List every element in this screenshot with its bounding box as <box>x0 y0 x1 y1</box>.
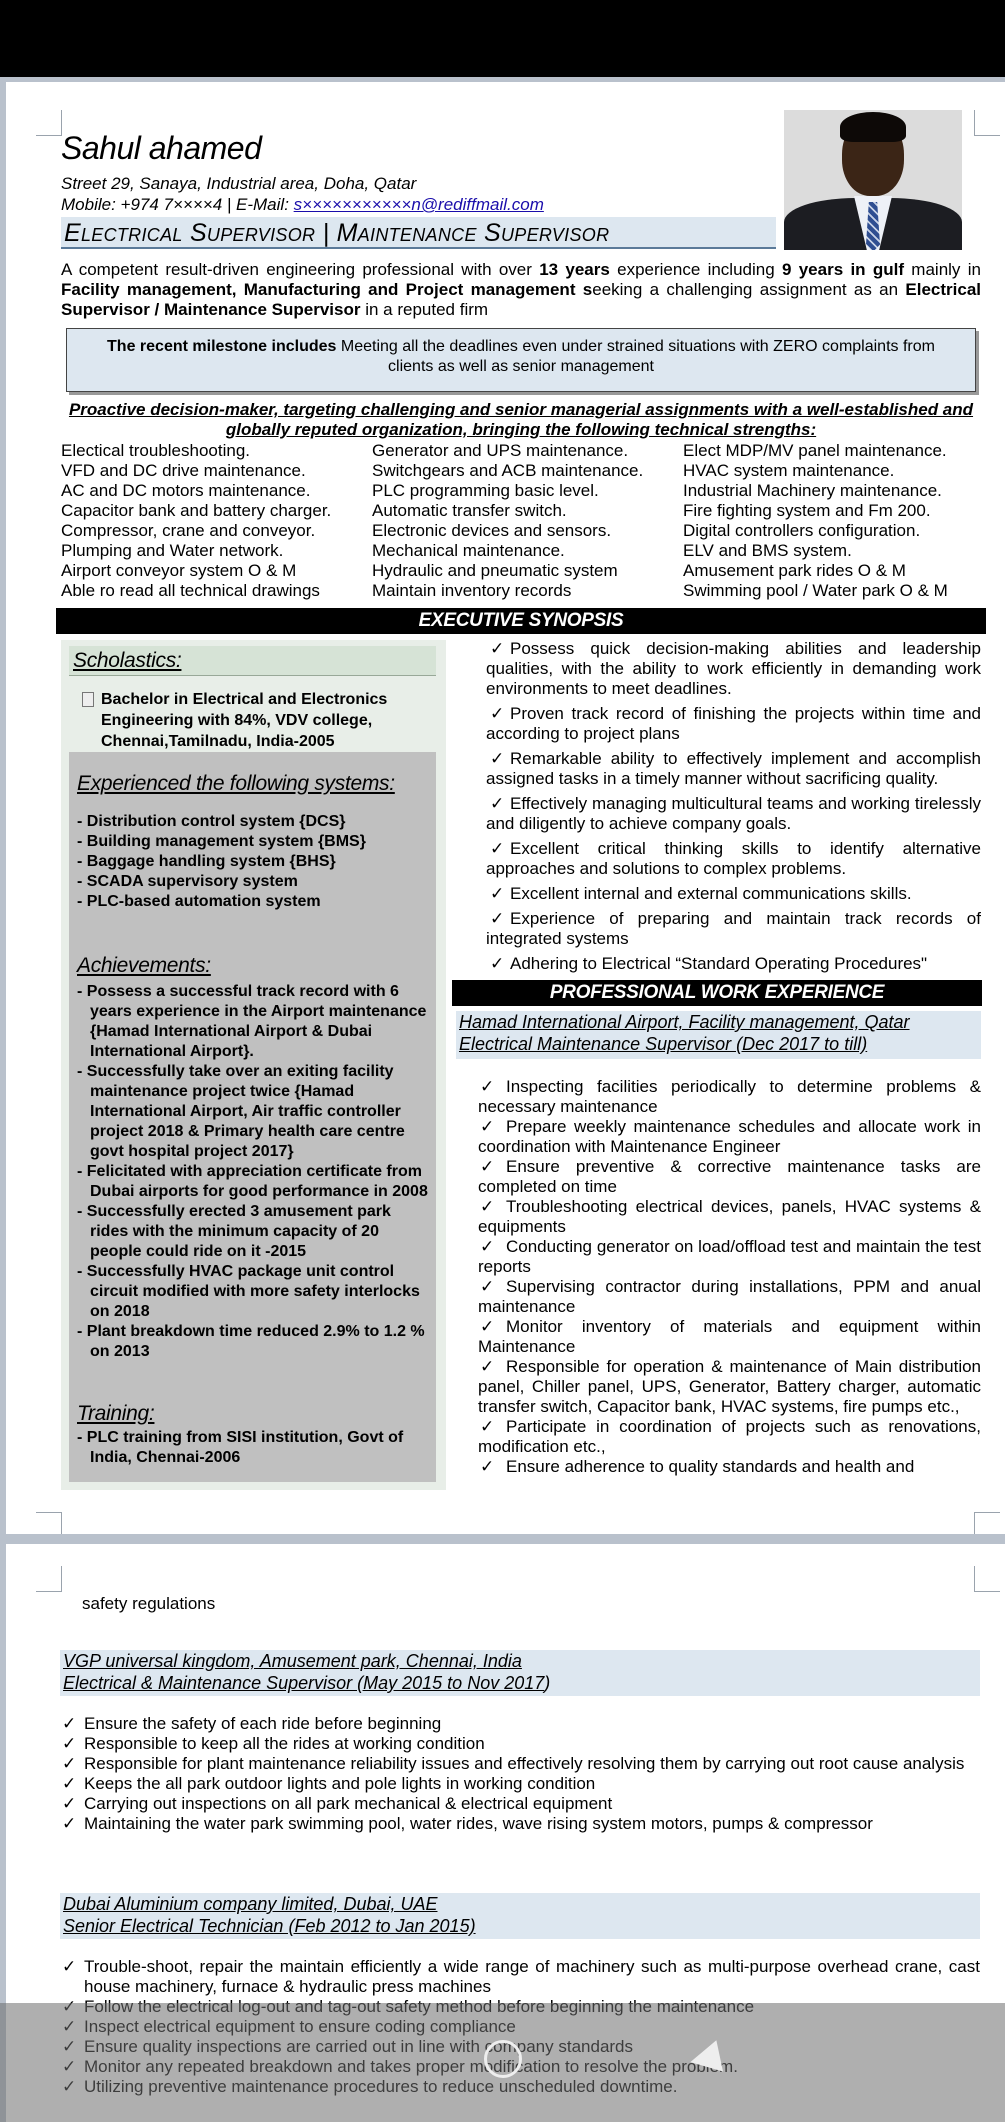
executive-synopsis-banner: EXECUTIVE SYNOPSIS <box>56 608 986 634</box>
resume-page-1 <box>6 82 1005 1534</box>
skill-item: Capacitor bank and battery charger. <box>61 501 332 520</box>
back-button-icon[interactable] <box>687 2040 723 2078</box>
achievements-list <box>77 982 432 1362</box>
mobile-text: Mobile: +974 7××××4 | E-Mail: <box>61 195 294 214</box>
synopsis-item: ✓ Effectively managing multicultural teams and working tirelessly and diligently to achieve company goals. <box>486 794 981 833</box>
skill-item: Amusement park rides O & M <box>683 561 906 580</box>
continued-duty: safety regulations <box>82 1594 216 1613</box>
hamad-duties-list <box>478 1077 981 1477</box>
system-item: - SCADA supervisory system <box>77 872 432 892</box>
job-title-bar: Electrical Supervisor | Maintenance Supervisor <box>61 217 776 249</box>
candidate-name: Sahul ahamed <box>61 130 262 166</box>
skill-item: VFD and DC drive maintenance. <box>61 461 306 480</box>
degree-entry: Bachelor in Electrical and Electronics Engineering with 84%, VDV college, Chennai,Tamilnadu, India-2005 <box>79 689 429 752</box>
duty-item: ✓ Inspecting facilities periodically to determine problems & necessary maintenance <box>478 1077 981 1116</box>
checkmark-icon: ✓ <box>490 909 505 928</box>
checkmark-icon: ✓ <box>490 794 505 813</box>
email-link[interactable]: s×××××××××××n@rediffmail.com <box>293 195 544 214</box>
checkmark-icon: ✓ <box>62 1814 77 1833</box>
achievement-item: - Felicitated with appreciation certificate from Dubai airports for good performance in 2008 <box>77 1162 432 1202</box>
scholastics-heading: Scholastics: <box>69 646 436 676</box>
duty-item: ✓ Participate in coordination of projects such as renovations, modification etc., <box>478 1417 981 1456</box>
margin-corner-mark <box>974 1512 1000 1534</box>
achievement-item: - Possess a successful track record with 6 years experience in the Airport maintenance {Hamad International Airport & Dubai International Airport}. <box>77 982 432 1062</box>
skill-item: Swimming pool / Water park O & M <box>683 581 948 600</box>
checkmark-icon: ✓ <box>62 1794 77 1813</box>
duty-item: ✓ Supervising contractor during installations, PPM and anual maintenance <box>478 1277 981 1316</box>
system-item: - Baggage handling system {BHS} <box>77 852 432 872</box>
duty-item: ✓ Responsible for operation & maintenance of Main distribution panel, Chiller panel, UPS, Generator, Battery charger, automatic transfer switch, Capacitor bank, HVAC systems, fire pumps etc., <box>478 1357 981 1416</box>
checkmark-icon: ✓ <box>62 1774 77 1793</box>
margin-corner-mark <box>974 1566 1000 1592</box>
skill-item: PLC programming basic level. <box>372 481 599 500</box>
system-item: - PLC-based automation system <box>77 892 432 912</box>
checkmark-icon: ✓ <box>62 1734 77 1753</box>
margin-corner-mark <box>36 1512 62 1534</box>
synopsis-item: ✓ Possess quick decision-making abilities and leadership qualities, with the ability to work efficiently in demanding work environments to meet deadlines. <box>486 639 981 698</box>
profile-summary: A competent result-driven engineering professional with over 13 years experience including 9 years in gulf mainly in Facility management, Manufacturing and Project management seeking a challenging assignment as an Electrical Supervisor / Maintenance Supervisor in a reputed firm <box>61 260 981 319</box>
achievement-item: - Plant breakdown time reduced 2.9% to 1.2 % on 2013 <box>77 1322 432 1362</box>
job-header-vgp: VGP universal kingdom, Amusement park, Chennai, India Electrical & Maintenance Supervisor (May 2015 to Nov 2017) <box>60 1650 980 1696</box>
duty-item: ✓ Maintaining the water park swimming pool, water rides, wave rising system motors, pumps & compressor <box>62 1814 873 1833</box>
checkmark-icon: ✓ <box>490 704 505 723</box>
duty-item: ✓ Trouble-shoot, repair the maintain efficiently a wide range of machinery such as multi-purpose overhead crane, cast house machinery, furnace & hydraulic press machines <box>62 1957 980 1996</box>
checkmark-icon: ✓ <box>480 1457 495 1476</box>
checkmark-icon: ✓ <box>62 1957 77 1976</box>
synopsis-list <box>486 639 981 979</box>
duty-item: ✓ Ensure adherence to quality standards and health and <box>480 1457 915 1476</box>
duty-item: ✓ Keeps the all park outdoor lights and pole lights in working condition <box>62 1774 596 1793</box>
skill-item: Compressor, crane and conveyor. <box>61 521 316 540</box>
synopsis-item: ✓ Remarkable ability to effectively implement and accomplish assigned tasks in a timely manner without sacrificing quality. <box>486 749 981 788</box>
contact-line <box>61 195 544 215</box>
skill-item: Fire fighting system and Fm 200. <box>683 501 931 520</box>
professional-experience-banner: PROFESSIONAL WORK EXPERIENCE <box>452 980 982 1006</box>
skill-item: HVAC system maintenance. <box>683 461 895 480</box>
margin-corner-mark <box>974 110 1000 136</box>
synopsis-item: ✓ Proven track record of finishing the projects within time and according to project plans <box>486 704 981 743</box>
checkmark-icon: ✓ <box>480 1197 495 1216</box>
company-name: VGP universal kingdom, Amusement park, Chennai, India <box>63 1651 522 1671</box>
duty-item: ✓ Responsible to keep all the rides at working condition <box>62 1734 485 1753</box>
achievements-heading: Achievements: <box>77 954 211 977</box>
skill-item: Electical troubleshooting. <box>61 441 251 460</box>
skill-item: Electronic devices and sensors. <box>372 521 612 540</box>
checkmark-icon: ✓ <box>480 1237 495 1256</box>
skill-item: Maintain inventory records <box>372 581 572 600</box>
synopsis-item: ✓ Adhering to Electrical “Standard Operating Procedures" <box>486 954 981 974</box>
skill-item: Digital controllers configuration. <box>683 521 921 540</box>
training-heading: Training: <box>77 1402 155 1425</box>
duty-item: ✓ Carrying out inspections on all park mechanical & electrical equipment <box>62 1794 613 1813</box>
training-item: - PLC training from SISI institution, Govt of India, Chennai-2006 <box>77 1428 432 1468</box>
system-item: - Distribution control system {DCS} <box>77 812 432 832</box>
milestone-box: The recent milestone includes Meeting all the deadlines even under strained situations with ZERO complaints from clients as well as senior management <box>66 328 976 392</box>
checkmark-icon: ✓ <box>480 1157 495 1176</box>
achievement-item: - Successfully HVAC package unit control circuit modified with more safety interlocks on 2018 <box>77 1262 432 1322</box>
job-role: Senior Electrical Technician (Feb 2012 to Jan 2015) <box>63 1916 476 1936</box>
skill-item: Hydraulic and pneumatic system <box>372 561 618 580</box>
achievement-item: - Successfully take over an exiting facility maintenance project twice {Hamad International Airport, Air traffic controller project 2018 & Primary health care centre govt hospital project 2017} <box>77 1062 432 1162</box>
vgp-duties-list <box>62 1714 980 1834</box>
training-list <box>77 1428 432 1468</box>
duty-item: ✓ Monitor inventory of materials and equipment within Maintenance <box>478 1317 981 1356</box>
duty-item: ✓ Conducting generator on load/offload test and maintain the test reports <box>478 1237 981 1276</box>
duty-item: ✓ Ensure the safety of each ride before beginning <box>62 1714 442 1733</box>
systems-heading: Experienced the following systems: <box>77 772 395 795</box>
checkmark-icon: ✓ <box>62 1714 77 1733</box>
skill-item: Plumping and Water network. <box>61 541 284 560</box>
company-name: Dubai Aluminium company limited, Dubai, UAE <box>63 1894 438 1914</box>
checkmark-icon: ✓ <box>490 839 505 858</box>
skill-item: Automatic transfer switch. <box>372 501 567 520</box>
checkmark-icon: ✓ <box>480 1357 495 1376</box>
duty-item: ✓ Ensure preventive & corrective maintenance tasks are completed on time <box>478 1157 981 1196</box>
duty-item: ✓ Responsible for plant maintenance reliability issues and effectively resolving them by carrying out root cause analysis <box>62 1754 965 1773</box>
skill-item: Mechanical maintenance. <box>372 541 565 560</box>
margin-corner-mark <box>36 110 62 136</box>
skill-item: Elect MDP/MV panel maintenance. <box>683 441 947 460</box>
achievement-item: - Successfully erected 3 amusement park rides with the minimum capacity of 20 people could ride on it -2015 <box>77 1202 432 1262</box>
skill-item: Able ro read all technical drawings <box>61 581 320 600</box>
checkmark-icon: ✓ <box>490 954 505 973</box>
checkmark-icon: ✓ <box>480 1117 495 1136</box>
systems-list <box>77 812 432 912</box>
company-name: Hamad International Airport, Facility management, Qatar <box>459 1012 910 1032</box>
proactive-statement: Proactive decision-maker, targeting challenging and senior managerial assignments with a well-established and globally reputed organization, bringing the following technical strengths: <box>68 400 974 439</box>
synopsis-item: ✓ Excellent internal and external communications skills. <box>486 884 981 904</box>
job-header-dubal <box>60 1893 980 1939</box>
skill-item: AC and DC motors maintenance. <box>61 481 311 500</box>
skill-item: Switchgears and ACB maintenance. <box>372 461 644 480</box>
skill-item: ELV and BMS system. <box>683 541 852 560</box>
system-item: - Building management system {BMS} <box>77 832 432 852</box>
checkmark-icon: ✓ <box>490 749 505 768</box>
skill-item: Airport conveyor system O & M <box>61 561 297 580</box>
checkmark-icon: ✓ <box>480 1317 495 1336</box>
home-button-icon[interactable] <box>484 2040 522 2078</box>
job-header-hamad <box>456 1011 981 1059</box>
technical-strengths-grid <box>61 441 991 601</box>
duty-item: ✓ Troubleshooting electrical devices, panels, HVAC systems & equipments <box>478 1197 981 1236</box>
checkmark-icon: ✓ <box>480 1417 495 1436</box>
profile-photo <box>784 110 962 250</box>
experience-panel <box>69 752 436 1482</box>
checkmark-icon: ✓ <box>62 1754 77 1773</box>
checkmark-icon: ✓ <box>480 1277 495 1296</box>
document-icon <box>82 692 94 707</box>
checkmark-icon: ✓ <box>490 884 505 903</box>
synopsis-item: ✓ Excellent critical thinking skills to identify alternative approaches and solutions to complex problems. <box>486 839 981 878</box>
checkmark-icon: ✓ <box>480 1077 495 1096</box>
skill-item: Generator and UPS maintenance. <box>372 441 629 460</box>
checkmark-icon: ✓ <box>490 639 505 658</box>
job-role: Electrical Maintenance Supervisor (Dec 2017 to till) <box>459 1034 868 1054</box>
synopsis-item: ✓ Experience of preparing and maintain track records of integrated systems <box>486 909 981 948</box>
job-role: Electrical & Maintenance Supervisor (May 2015 to Nov 2017 <box>63 1673 545 1693</box>
margin-corner-mark <box>36 1566 62 1592</box>
address: Street 29, Sanaya, Industrial area, Doha, Qatar <box>61 174 417 193</box>
skill-item: Industrial Machinery maintenance. <box>683 481 942 500</box>
duty-item: ✓ Prepare weekly maintenance schedules and allocate work in coordination with Maintenance Engineer <box>478 1117 981 1156</box>
